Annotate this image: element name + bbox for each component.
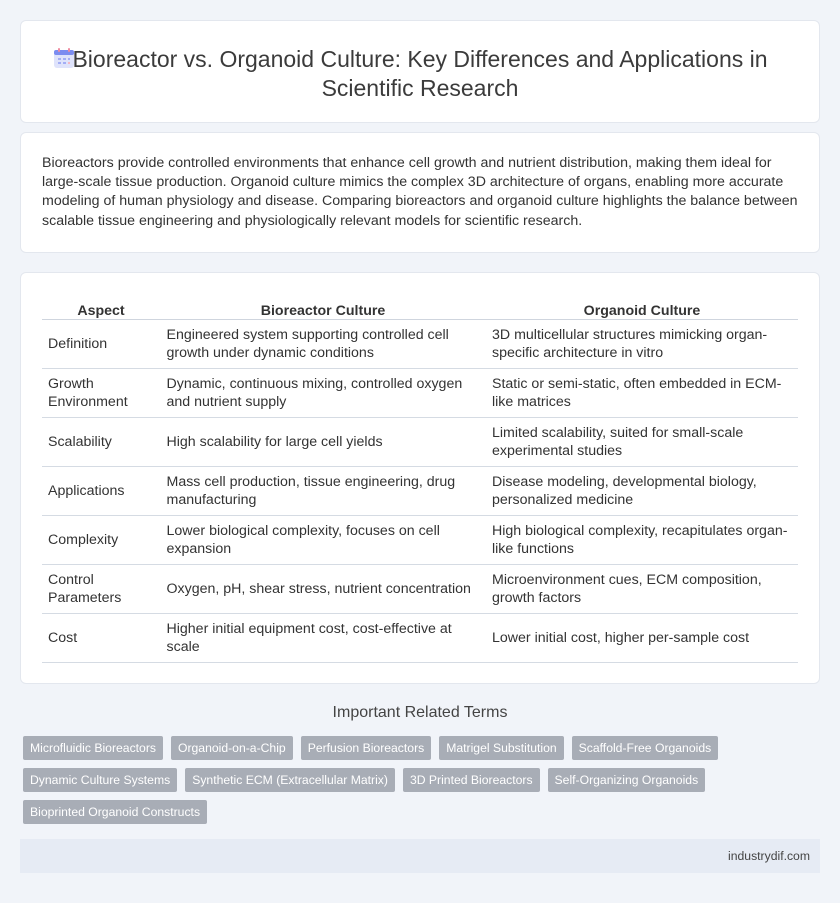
related-term-tag[interactable]: Organoid-on-a-Chip [171,736,293,760]
row-bioreactor: Lower biological complexity, focuses on cell expansion [160,515,486,564]
row-aspect: Cost [42,613,160,662]
row-bioreactor: Dynamic, continuous mixing, controlled oxygen and nutrient supply [160,368,486,417]
header-organoid: Organoid Culture [486,297,798,319]
row-bioreactor: Engineered system supporting controlled cell growth under dynamic conditions [160,319,486,368]
table-row [42,417,798,466]
table-row [42,319,798,368]
comparison-table [42,297,798,663]
related-term-tag[interactable]: Dynamic Culture Systems [23,768,177,792]
footer [20,839,820,873]
table-header-row [42,297,798,319]
related-term-tag[interactable]: Self-Organizing Organoids [548,768,706,792]
intro-card [20,132,820,253]
row-aspect: Applications [42,466,160,515]
table-row [42,564,798,613]
footer-site-link[interactable]: industrydif.com [728,849,810,863]
related-term-tag[interactable]: 3D Printed Bioreactors [403,768,540,792]
row-organoid: Limited scalability, suited for small-scale experimental studies [486,417,798,466]
header-bioreactor: Bioreactor Culture [160,297,486,319]
row-organoid: 3D multicellular structures mimicking organ-specific architecture in vitro [486,319,798,368]
table-row [42,466,798,515]
row-organoid: Lower initial cost, higher per-sample cost [486,613,798,662]
row-organoid: Static or semi-static, often embedded in ECM-like matrices [486,368,798,417]
row-aspect: Control Parameters [42,564,160,613]
related-terms-heading: Important Related Terms [332,704,508,721]
row-bioreactor: High scalability for large cell yields [160,417,486,466]
related-term-tag[interactable]: Scaffold-Free Organoids [572,736,719,760]
row-bioreactor: Oxygen, pH, shear stress, nutrient concentration [160,564,486,613]
related-term-tag[interactable]: Matrigel Substitution [439,736,563,760]
related-term-tag[interactable]: Perfusion Bioreactors [301,736,432,760]
intro-paragraph: Bioreactors provide controlled environments that enhance cell growth and nutrient distribution, making them ideal for large-scale tissue production. Organoid culture mimics the complex 3D architecture of organs, enabling more accurate modeling of human physiology and disease. Comparing bioreactors and organoid culture highlights the balance between scalable tissue engineering and physiologically relevant models for scientific research. [42,155,798,229]
related-terms-list [23,736,813,824]
row-organoid: Microenvironment cues, ECM composition, growth factors [486,564,798,613]
comparison-table-card [20,272,820,684]
title-card [20,20,820,123]
row-bioreactor: Higher initial equipment cost, cost-effective at scale [160,613,486,662]
row-bioreactor: Mass cell production, tissue engineering, drug manufacturing [160,466,486,515]
table-row [42,515,798,564]
page-title: Bioreactor vs. Organoid Culture: Key Differences and Applications in Scientific Research [72,46,768,101]
row-aspect: Scalability [42,417,160,466]
related-term-tag[interactable]: Microfluidic Bioreactors [23,736,163,760]
header-aspect: Aspect [42,297,160,319]
row-aspect: Definition [42,319,160,368]
row-organoid: High biological complexity, recapitulates organ-like functions [486,515,798,564]
related-term-tag[interactable]: Bioprinted Organoid Constructs [23,800,207,824]
table-row [42,613,798,662]
row-organoid: Disease modeling, developmental biology, personalized medicine [486,466,798,515]
related-term-tag[interactable]: Synthetic ECM (Extracellular Matrix) [185,768,395,792]
table-row [42,368,798,417]
row-aspect: Growth Environment [42,368,160,417]
row-aspect: Complexity [42,515,160,564]
